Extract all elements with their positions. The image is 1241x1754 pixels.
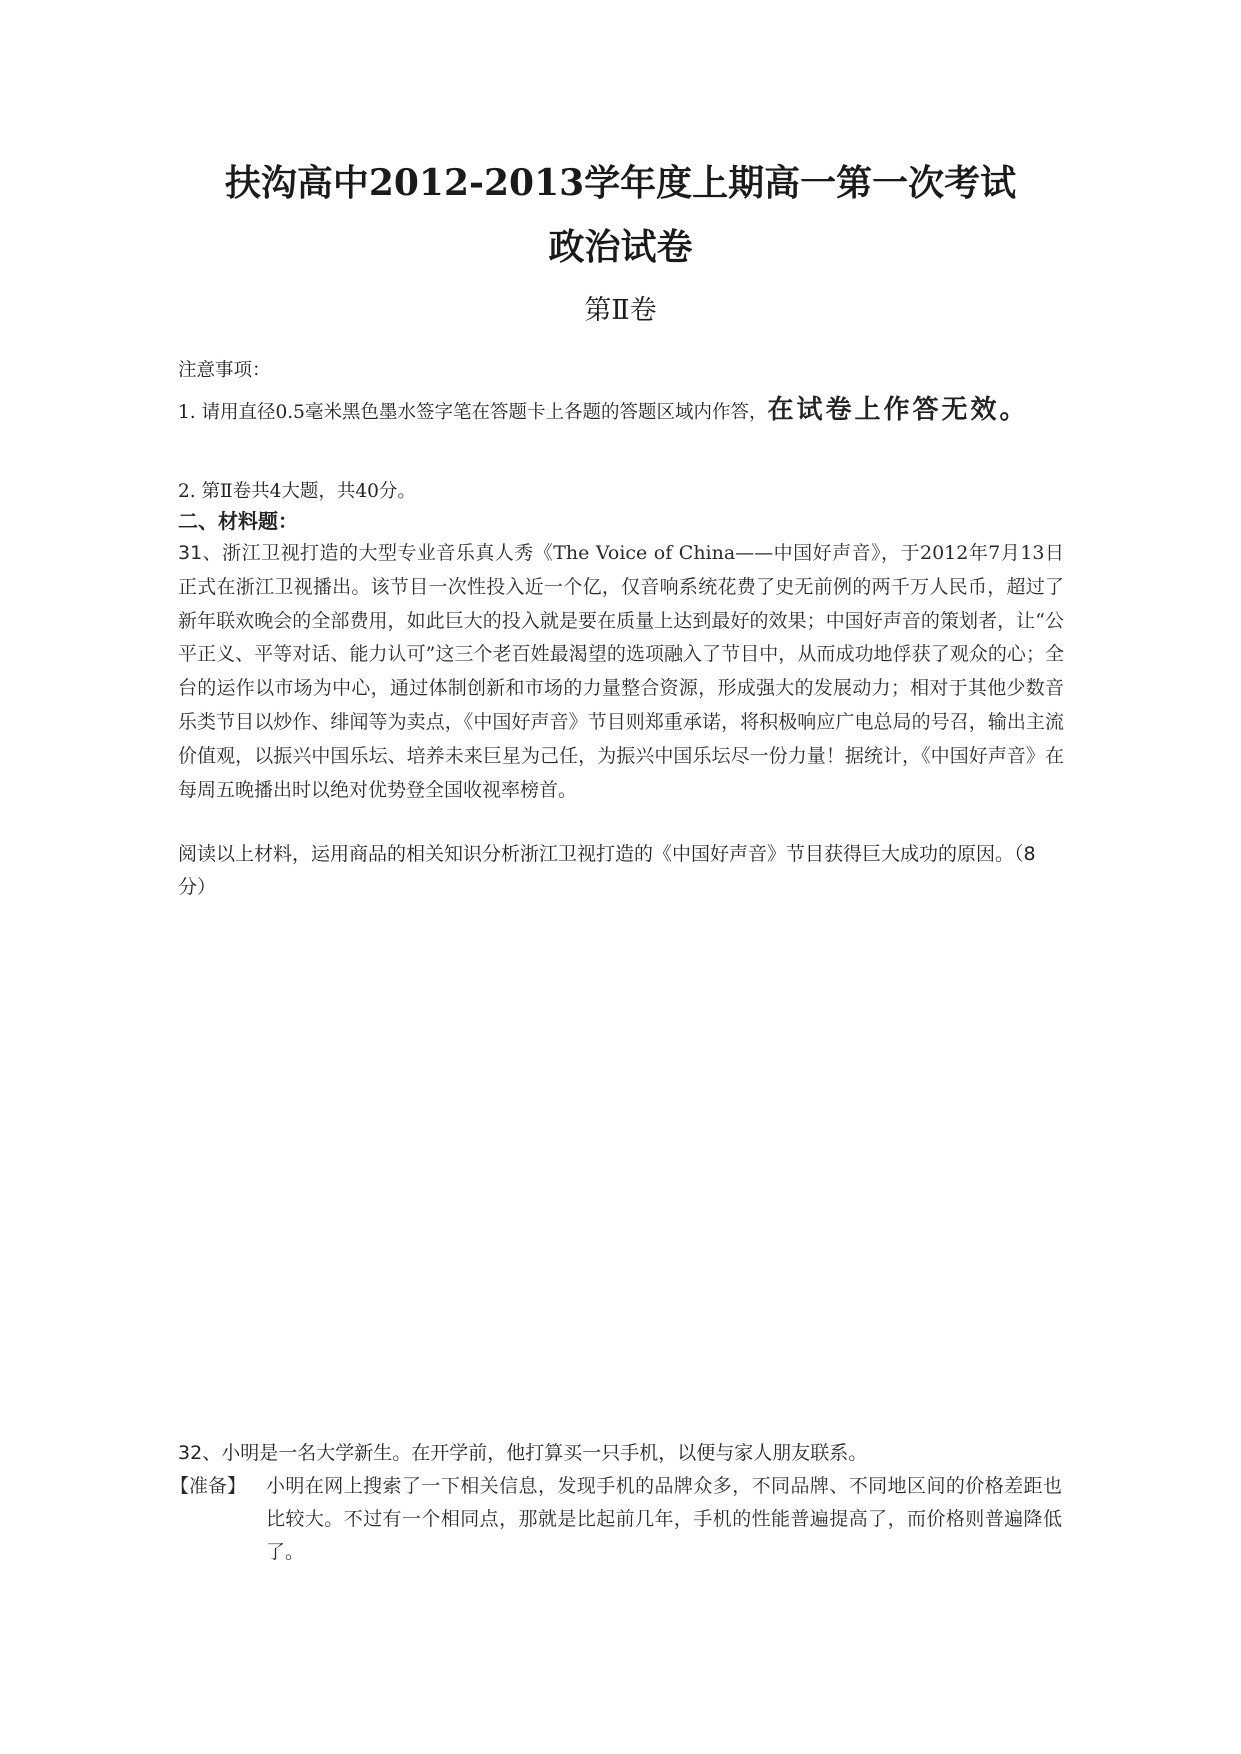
question-32-intro (178, 1436, 1064, 1470)
exam-title: 扶沟高中2012-2013学年度上期高一第一次考试 (224, 162, 1017, 204)
notice-item-1-text: 1. 请用直径0.5毫米黑色墨水签字笔在答题卡上各题的答题区域内作答， (178, 402, 768, 423)
question-32-intro-text: 、小明是一名大学新生。在开学前，他打算买一只手机，以便与家人朋友联系。 (202, 1442, 868, 1464)
notice-item-2: 2. 第Ⅱ卷共4大题，共40分。 (178, 481, 416, 502)
notice-item-1-emphasis: 在试卷上作答无效。 (767, 395, 1029, 425)
question-31-material (178, 537, 1064, 807)
prep-tag: 【准备】 (170, 1475, 247, 1497)
section-heading: 第Ⅱ卷 (584, 295, 657, 326)
question-31-prompt: 阅读以上材料，运用商品的相关知识分析浙江卫视打造的《中国好声音》节目获得巨大成功的原因。（8分） (178, 843, 1036, 898)
part-heading: 二、材料题： (178, 509, 298, 533)
notice-item-1 (178, 390, 1064, 433)
exam-subtitle: 政治试卷 (548, 226, 693, 268)
question-32-number: 32 (178, 1442, 203, 1464)
question-31-material-text: 、浙江卫视打造的大型专业音乐真人秀《The Voice of China——中国好声音》，于2012年7月13日正式在浙江卫视播出。该节目一次性投入近一个亿，仅音响系统花费了史无前例的两千万人民币，超过了新年联欢晚会的全部费用，如此巨大的投入就是要在质量上达到最好的效果；中国好声音的策划者，让“公平正义、平等对话、能力认可”这三个老百姓最渴望的选项融入了节目中，从而成功地俘获了观众的心；全台的运作以市场为中心，通过体制创新和市场的力量整合资源，形成强大的发展动力；相对于其他少数音乐类节目以炒作、绯闻等为卖点，《中国好声音》节目则郑重承诺，将积极响应广电总局的号召，输出主流价值观，以振兴中国乐坛、培养未来巨星为己任，为振兴中国乐坛尽一份力量！据统计，《中国好声音》在每周五晚播出时以绝对优势登全国收视率榜首。 (178, 542, 1064, 801)
prep-text: 小明在网上搜索了一下相关信息，发现手机的品牌众多，不同品牌、不同地区间的价格差距也比较大。不过有一个相同点，那就是比起前几年，手机的性能普遍提高了，而价格则普遍降低了。 (266, 1475, 1062, 1563)
question-31-number: 31 (178, 542, 203, 564)
notice-label: 注意事项： (178, 360, 271, 381)
